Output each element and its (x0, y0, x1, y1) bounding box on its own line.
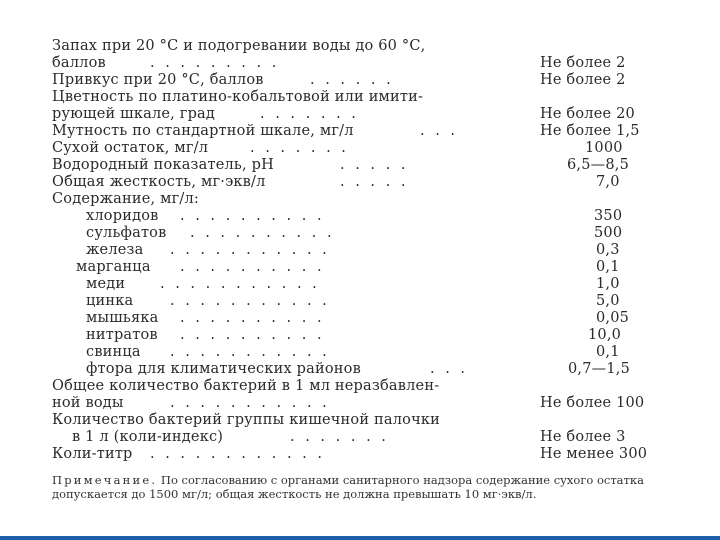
row-dry-residue (0, 139, 720, 157)
row-chlorides (0, 207, 720, 225)
row-value: 10,0 (588, 327, 622, 343)
row-value: 7,0 (596, 174, 620, 190)
dot-leader: . . . . . (340, 157, 409, 173)
row-value: 6,5—8,5 (567, 157, 630, 173)
row-nitrates (0, 326, 720, 344)
row-name: мышьяка (86, 310, 159, 326)
dot-leader: . . . (430, 361, 469, 377)
dot-leader: . . . . . . . . . (150, 55, 280, 71)
row-value: 500 (594, 225, 623, 241)
dot-leader: . . . . . . . . . . . (170, 395, 330, 411)
row-name: меди (86, 276, 126, 292)
footnote-text: По согласованию с органами санитарного надзора содержание сухого остатка допускается до 1500 мг/л; общая жесткость не должна превышать 10 мг·экв/л. (52, 473, 644, 501)
dot-leader: . . . . . . . . . . . (160, 276, 320, 292)
row-name: Общая жесткость, мг·экв/л (52, 174, 266, 190)
row-total-bacteria-cont (0, 394, 720, 412)
row-hardness (0, 173, 720, 191)
row-sulfates (0, 224, 720, 242)
row-zinc (0, 292, 720, 310)
row-name: Коли-титр (52, 446, 133, 462)
row-name: фтора для климатических районов (86, 361, 361, 377)
row-name: Цветность по платино-кобальтовой или имити- (52, 89, 424, 105)
footnote (52, 474, 692, 501)
row-name: Общее количество бактерий в 1 мл неразбавлен- (52, 378, 440, 394)
dot-leader: . . . . . . . (260, 106, 359, 122)
dot-leader: . . . . . . . . . . . (170, 293, 330, 309)
row-name: Мутность по стандартной шкале, мг/л (52, 123, 354, 139)
dot-leader: . . . . . . . . . . (180, 208, 325, 224)
row-ecoli (0, 411, 720, 429)
dot-leader: . . . . . . . . . . (190, 225, 335, 241)
row-ecoli-cont (0, 428, 720, 446)
row-name: хлоридов (86, 208, 159, 224)
dot-leader: . . . . . . . (290, 429, 389, 445)
row-value: 5,0 (596, 293, 620, 309)
bottom-border (0, 536, 720, 540)
row-value: Не более 3 (540, 429, 626, 445)
dot-leader: . . . . . . . . . . . (170, 242, 330, 258)
row-value: Не более 2 (540, 55, 626, 71)
dot-leader: . . . . . . (310, 72, 394, 88)
row-taste (0, 71, 720, 89)
row-name: нитратов (86, 327, 158, 343)
row-value: Не более 1,5 (540, 123, 640, 139)
row-value: 0,05 (596, 310, 630, 326)
row-lead (0, 343, 720, 361)
row-color-cont (0, 105, 720, 123)
row-value: 1000 (585, 140, 623, 156)
row-name: Привкус при 20 °С, баллов (52, 72, 264, 88)
row-name: цинка (86, 293, 134, 309)
row-ph (0, 156, 720, 174)
row-value: Не более 2 (540, 72, 626, 88)
row-name: свинца (86, 344, 141, 360)
dot-leader: . . . . . . . . . . . . (150, 446, 326, 462)
dot-leader: . . . . . . . . . . (180, 310, 325, 326)
row-arsenic (0, 309, 720, 327)
row-name: рующей шкале, град (52, 106, 216, 122)
row-name: Водородный показатель, pH (52, 157, 274, 173)
footnote-lead: Примечание. (52, 473, 158, 487)
row-name: Запах при 20 °С и подогревании воды до 60 °С, (52, 38, 426, 54)
row-value: 0,1 (596, 344, 620, 360)
row-coli-titer (0, 445, 720, 463)
dot-leader: . . . (420, 123, 459, 139)
row-iron (0, 241, 720, 259)
dot-leader: . . . . . . . . . . (180, 259, 325, 275)
row-name: сульфатов (86, 225, 167, 241)
row-odor (0, 37, 720, 55)
row-color (0, 88, 720, 106)
row-name: баллов (52, 55, 106, 71)
row-name: в 1 л (коли-индекс) (72, 429, 224, 445)
row-copper (0, 275, 720, 293)
row-value: 350 (594, 208, 623, 224)
row-value: Не более 20 (540, 106, 635, 122)
row-odor-cont (0, 54, 720, 72)
row-value: Не более 100 (540, 395, 645, 411)
dot-leader: . . . . . . . . . . . (170, 344, 330, 360)
row-name: Содержание, мг/л: (52, 191, 199, 207)
row-name: марганца (76, 259, 151, 275)
row-turbidity (0, 122, 720, 140)
row-name: Сухой остаток, мг/л (52, 140, 209, 156)
row-value: 0,7—1,5 (568, 361, 631, 377)
dot-leader: . . . . . (340, 174, 409, 190)
row-value: Не менее 300 (540, 446, 648, 462)
row-value: 1,0 (596, 276, 620, 292)
row-value: 0,1 (596, 259, 620, 275)
dot-leader: . . . . . . . . . . (180, 327, 325, 343)
row-name: ной воды (52, 395, 124, 411)
row-content-header (0, 190, 720, 208)
row-fluoride (0, 360, 720, 378)
row-name: Количество бактерий группы кишечной палочки (52, 412, 440, 428)
row-value: 0,3 (596, 242, 620, 258)
dot-leader: . . . . . . . (250, 140, 349, 156)
row-manganese (0, 258, 720, 276)
row-name: железа (86, 242, 144, 258)
row-total-bacteria (0, 377, 720, 395)
